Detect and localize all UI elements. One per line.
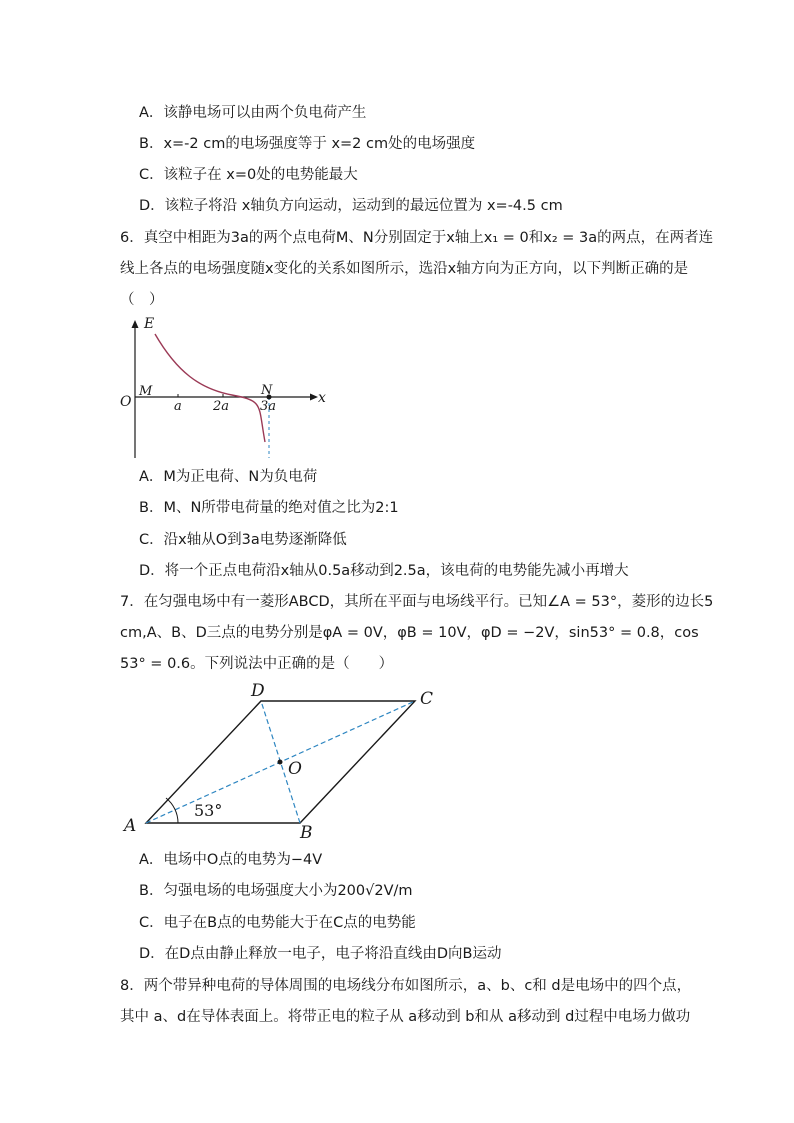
q6-label-e: E — [144, 316, 155, 332]
q6-e-axis-arrow — [132, 320, 139, 328]
q7-option-b: B．匀强电场的电场强度大小为200√2V/m — [139, 883, 413, 899]
q5-option-c: C．该粒子在 x=0处的电势能最大 — [139, 167, 358, 183]
q7-stem-line2: cm,A、B、D三点的电势分别是φA = 0V，φB = 10V，φD = −2V，sin53° = 0.8，cos — [120, 625, 699, 641]
q5-option-d: D．该粒子将沿 x轴负方向运动，运动到的最远位置为 x=-4.5 cm — [139, 198, 563, 214]
q6-field-graph — [115, 312, 340, 462]
q6-stem-line1: 6．真空中相距为3a的两个点电荷M、N分别固定于x轴上x₁ = 0和x₂ = 3a的两点，在两者连 — [120, 230, 714, 246]
q5-option-a: A．该静电场可以由两个负电荷产生 — [139, 105, 367, 121]
q6-stem-line2: 线上各点的电场强度随x变化的关系如图所示，选沿x轴方向为正方向，以下判断正确的是 — [120, 261, 689, 277]
q6-field-curve — [155, 334, 265, 442]
q6-tick-label-3a: 3a — [260, 399, 277, 414]
q6-label-m: M — [139, 384, 153, 399]
q7-center-dot — [278, 760, 283, 765]
q7-angle-arc — [166, 798, 178, 823]
q6-tick-label-2a: 2a — [213, 399, 230, 414]
q5-option-b: B．x=-2 cm的电场强度等于 x=2 cm处的电场强度 — [139, 136, 476, 152]
q7-option-d: D．在D点由静止释放一电子，电子将沿直线由D向B运动 — [139, 946, 502, 962]
q6-x-axis-arrow — [310, 394, 318, 401]
q6-option-d: D．将一个正点电荷沿x轴从0.5a移动到2.5a，该电荷的电势能先减小再增大 — [139, 563, 629, 579]
q7-label-d: D — [251, 681, 265, 701]
q7-label-b: B — [300, 823, 313, 843]
q6-label-x: x — [318, 390, 326, 406]
q7-label-c: C — [420, 689, 434, 709]
q7-label-a: A — [124, 816, 137, 836]
q6-tick-label-a: a — [174, 399, 182, 414]
q7-label-o: O — [288, 759, 302, 779]
q7-angle-label: 53° — [194, 801, 223, 820]
q6-option-a: A．M为正电荷、N为负电荷 — [139, 469, 318, 485]
q6-answer-bracket: （ ） — [120, 292, 164, 308]
q6-option-c: C．沿x轴从O到3a电势逐渐降低 — [139, 532, 347, 548]
q7-option-a: A．电场中O点的电势为−4V — [139, 852, 323, 868]
q7-stem-line1: 7．在匀强电场中有一菱形ABCD，其所在平面与电场线平行。已知∠A = 53°，菱形的边长5 — [120, 594, 714, 610]
q6-label-n: N — [261, 383, 273, 398]
q8-stem-line2: 其中 a、d在导体表面上。将带正电的粒子从 a移动到 b和从 a移动到 d过程中电场力做功 — [120, 1009, 691, 1025]
q6-label-o: O — [120, 394, 132, 410]
q7-stem-line3: 53° = 0.6。下列说法中正确的是（ ） — [120, 656, 394, 672]
q7-option-c: C．电子在B点的电势能大于在C点的电势能 — [139, 915, 416, 931]
q7-rhombus-figure — [118, 678, 448, 843]
q6-option-b: B．M、N所带电荷量的绝对值之比为2:1 — [139, 500, 399, 516]
q8-stem-line1: 8．两个带异种电荷的导体周围的电场线分布如图所示，a、b、c和 d是电场中的四个点， — [120, 978, 692, 994]
